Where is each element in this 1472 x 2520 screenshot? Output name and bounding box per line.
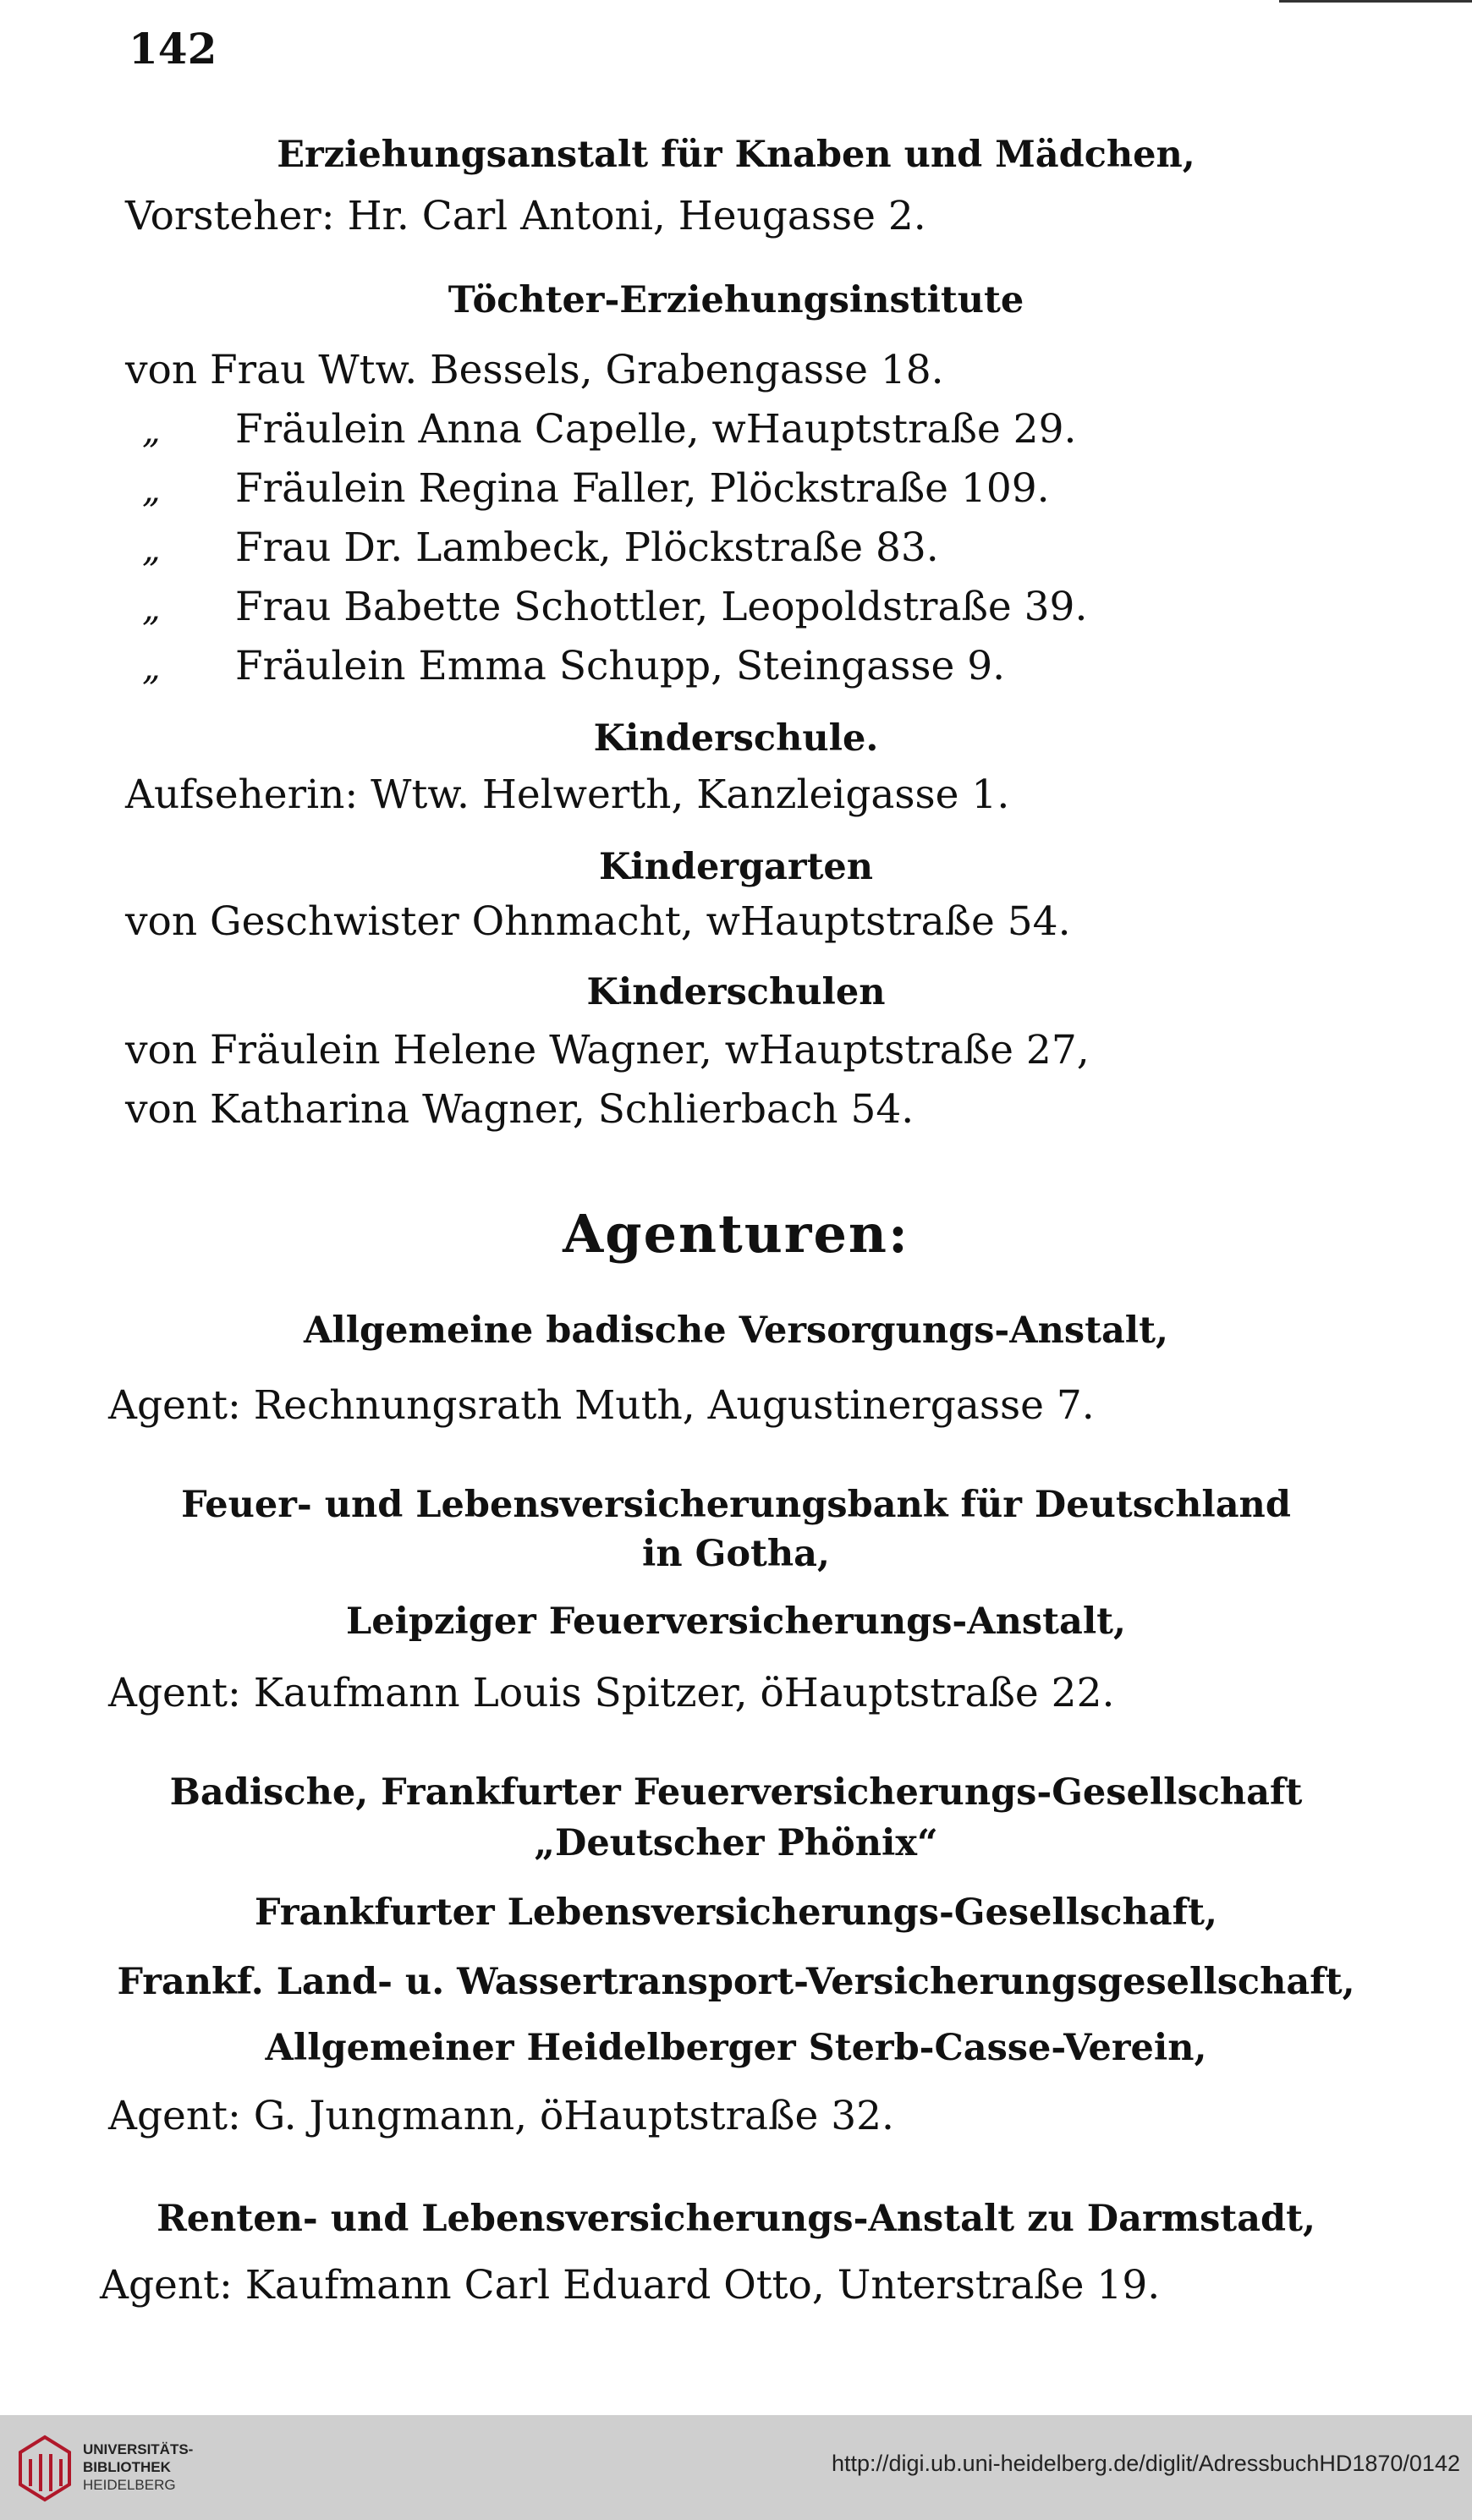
heading-lebensversicherungsbank: Feuer- und Lebensversicherungsbank für Deutschland [181, 1484, 1291, 1526]
heading-toechter: Töchter-Erziehungsinstitute [448, 279, 1024, 321]
heading-versorgungsanstalt: Allgemeine badische Versorgungs-Anstalt, [304, 1309, 1168, 1352]
page-number: 142 [129, 24, 217, 74]
heading-wassertransport: Frankf. Land- u. Wassertransport-Versicherungsgesellschaft, [117, 1961, 1355, 2003]
heading-leipziger: Leipziger Feuerversicherungs-Anstalt, [346, 1600, 1126, 1643]
heading-darmstadt: Renten- und Lebensversicherungs-Anstalt zu Darmstadt, [157, 2198, 1315, 2240]
entry-text: Frau Dr. Lambeck, Plöckstraße 83. [235, 524, 939, 571]
heading-kinderschulen: Kinderschulen [586, 971, 886, 1013]
ditto-mark: „ [142, 528, 161, 569]
list-item [142, 643, 1005, 689]
entry-text: Hr. Carl Antoni, Heugasse 2. [347, 193, 926, 239]
heading-erziehungsanstalt: Erziehungsanstalt für Knaben und Mädchen, [277, 134, 1195, 176]
heading-frankfurter-leben: Frankfurter Lebensversicherungs-Gesellschaft, [255, 1891, 1217, 1934]
entry-agent: Agent: Rechnungsrath Muth, Augustinergasse 7. [108, 1382, 1095, 1429]
entry-agent: Agent: Kaufmann Louis Spitzer, öHauptstraße 22. [108, 1670, 1115, 1716]
entry-kinderschulen-2: von Katharina Wagner, Schlierbach 54. [125, 1086, 915, 1133]
library-name-line3: HEIDELBERG [83, 2477, 176, 2493]
ditto-mark: „ [142, 409, 161, 451]
source-url[interactable]: http://digi.ub.uni-heidelberg.de/diglit/AdressbuchHD1870/0142 [831, 2451, 1460, 2476]
entry-kinderschule: Aufseherin: Wtw. Helwerth, Kanzleigasse 1. [125, 771, 1010, 818]
library-logo-icon [15, 2434, 74, 2503]
heading-kindergarten: Kindergarten [598, 846, 874, 888]
list-item [142, 406, 1076, 453]
library-name-line1: UNIVERSITÄTS- [83, 2441, 194, 2457]
entry-toechter-first: von Frau Wtw. Bessels, Grabengasse 18. [125, 347, 944, 393]
entry-text: Frau Babette Schottler, Leopoldstraße 39. [235, 584, 1088, 630]
heading-badische-frankfurter: Badische, Frankfurter Feuerversicherungs-Gesellschaft [169, 1771, 1303, 1814]
list-item [142, 465, 1050, 512]
heading-agenturen: Agenturen: [563, 1203, 909, 1265]
entry-text: Fräulein Emma Schupp, Steingasse 9. [235, 643, 1006, 689]
ditto-mark: „ [142, 646, 161, 688]
heading-kinderschule: Kinderschule. [593, 717, 879, 760]
entry-kindergarten: von Geschwister Ohnmacht, wHauptstraße 54. [125, 898, 1071, 945]
ditto-mark: „ [142, 587, 161, 629]
entry-agent: Agent: G. Jungmann, öHauptstraße 32. [108, 2093, 894, 2139]
heading-sterbcasse: Allgemeiner Heidelberger Sterb-Casse-Verein, [265, 2027, 1207, 2069]
ditto-mark: „ [142, 469, 161, 510]
library-name [83, 2440, 193, 2494]
entry-label: Vorsteher: [125, 193, 335, 239]
library-name-line2: BIBLIOTHEK [83, 2459, 171, 2475]
entry-vorsteher [125, 193, 926, 239]
heading-gotha: in Gotha, [642, 1533, 830, 1575]
entry-agent: Agent: Kaufmann Carl Eduard Otto, Unterstraße 19. [100, 2262, 1161, 2309]
heading-phoenix: „Deutscher Phönix“ [534, 1822, 938, 1864]
entry-text: Fräulein Anna Capelle, wHauptstraße 29. [235, 406, 1077, 453]
list-item [142, 584, 1087, 630]
list-item [142, 524, 939, 571]
scan-edge-line [1279, 0, 1472, 3]
entry-text: Fräulein Regina Faller, Plöckstraße 109. [235, 465, 1050, 512]
footer-bar [0, 2415, 1472, 2520]
entry-kinderschulen-1: von Fräulein Helene Wagner, wHauptstraße 27, [125, 1027, 1090, 1073]
